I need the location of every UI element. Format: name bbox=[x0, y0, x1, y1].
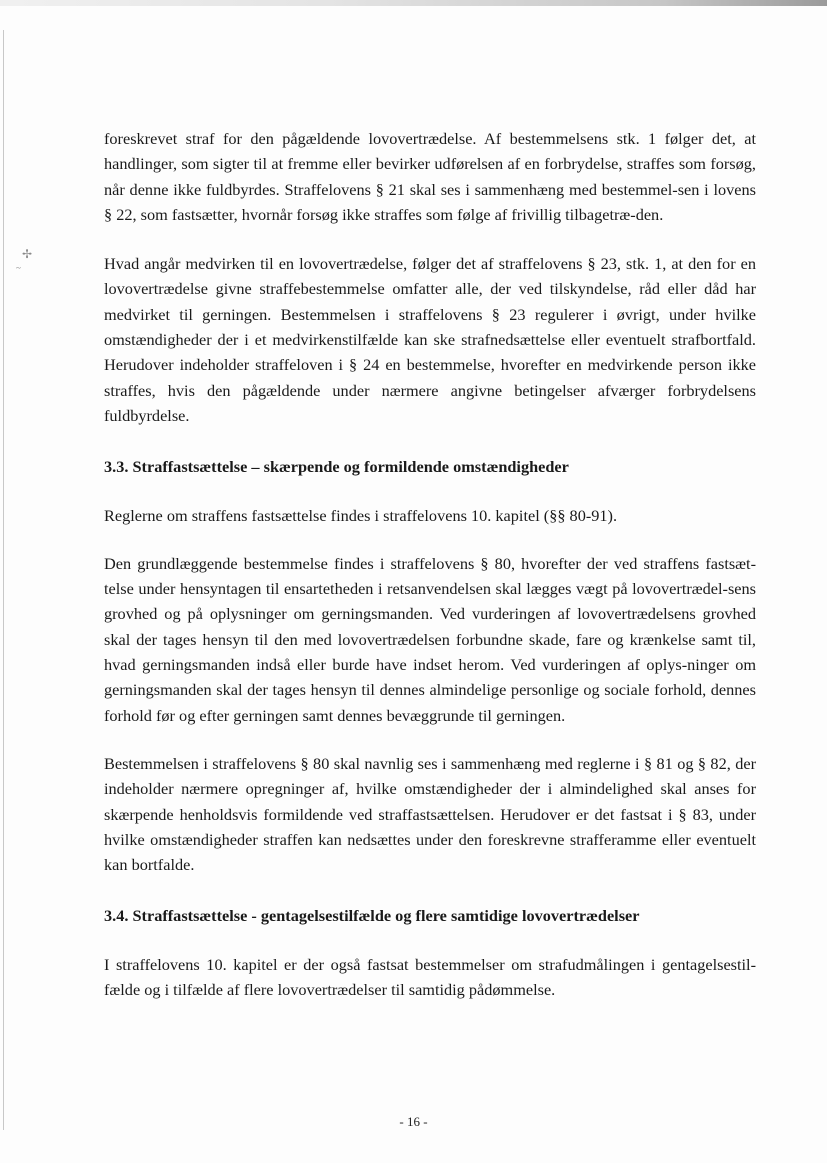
page-number: - 16 - bbox=[399, 1114, 428, 1129]
paragraph-paragraf-80: Bestemmelsen i straffelovens § 80 skal navnlig ses i sammenhæng med reglerne i § 81 og § 82, der indeholder nærmere opregninger af, hvilke omstændigheder der i almindelighed skal anses for skærpende henholdsvis formildende ved straffastsættelsen. Herudover er det fastsat i § 83, under hvilke omstændigheder straffen kan nedsættes under den foreskrevne strafferamme eller eventuelt kan bortfalde. bbox=[104, 753, 756, 875]
scan-speck-mark: ✢ bbox=[22, 247, 33, 261]
scan-edge-left bbox=[3, 30, 4, 1130]
scan-speck-mark: ~ bbox=[16, 263, 21, 273]
scan-edge-top bbox=[0, 0, 827, 6]
paragraph-forsoeg: foreskrevet straf for den pågældende lovovertrædelse. Af bestemmelsens stk. 1 følger det, at handlinger, som sigter til at fremme eller bevirker udførelsen af en forbrydelse, straffes som forsøg, når denne ikke fuldbyrdes. Straffelovens § 21 skal ses i sammenhæng med bestemmel-sen i lovens § 22, som fastsætter, hvornår forsøg ikke straffes som følge af frivillig tilbagetræ-den. bbox=[104, 129, 756, 224]
paragraph-regler-fastsaettelse: Reglerne om straffens fastsættelse findes i straffelovens 10. kapitel (§§ 80-91). bbox=[104, 505, 618, 525]
paragraph-gentagelse: I straffelovens 10. kapitel er der også fastsat bestemmelser om strafudmålingen i gentagelsestil-fælde og i tilfælde af flere lovovertrædelser til samtidig pådømmelse. bbox=[104, 954, 756, 1000]
section-heading-3-3: 3.3. Straffastsættelse – skærpende og formildende omstændigheder bbox=[104, 457, 569, 477]
paragraph-grundlaeggende-bestemmelse: Den grundlæggende bestemmelse findes i straffelovens § 80, hvorefter der ved straffens fastsæt-telse under hensyntagen til ensartetheden i retsanvendelsen skal lægges vægt på lovovertrædel-sens grovhed og på oplysninger om gerningsmanden. Ved vurderingen af lovovertrædelsens grovhed skal der tages hensyn til den med lovovertrædelsen forbundne skade, fare og krænkelse samt til, hvad gerningsmanden indså eller burde have indset herom. Ved vurderingen af oplys-ninger om gerningsmanden skal der tages hensyn til dennes almindelige personlige og sociale forhold, dennes forhold før og efter gerningen samt dennes bevæggrunde til gerningen. bbox=[104, 553, 756, 725]
section-heading-3-4: 3.4. Straffastsættelse - gentagelsestilfælde og flere samtidige lovovertrædelser bbox=[104, 906, 640, 926]
paragraph-medvirken: Hvad angår medvirken til en lovovertrædelse, følger det af straffelovens § 23, stk. 1, at den for en lovovertrædelse givne straffebestemmelse omfatter alle, der ved tilskyndelse, råd eller dåd har medvirket til gerningen. Bestemmelsen i straffelovens § 23 regulerer i øvrigt, under hvilke omstændigheder der i et medvirkenstilfælde kan ske strafnedsættelse eller eventuelt strafbortfald. Herudover indeholder straffeloven i § 24 en bestemmelse, hvorefter en medvirkende person ikke straffes, hvis den pågældende under nærmere angivne betingelser afværger forbrydelsens fuldbyrdelse. bbox=[104, 254, 756, 425]
document-body bbox=[104, 126, 756, 1002]
